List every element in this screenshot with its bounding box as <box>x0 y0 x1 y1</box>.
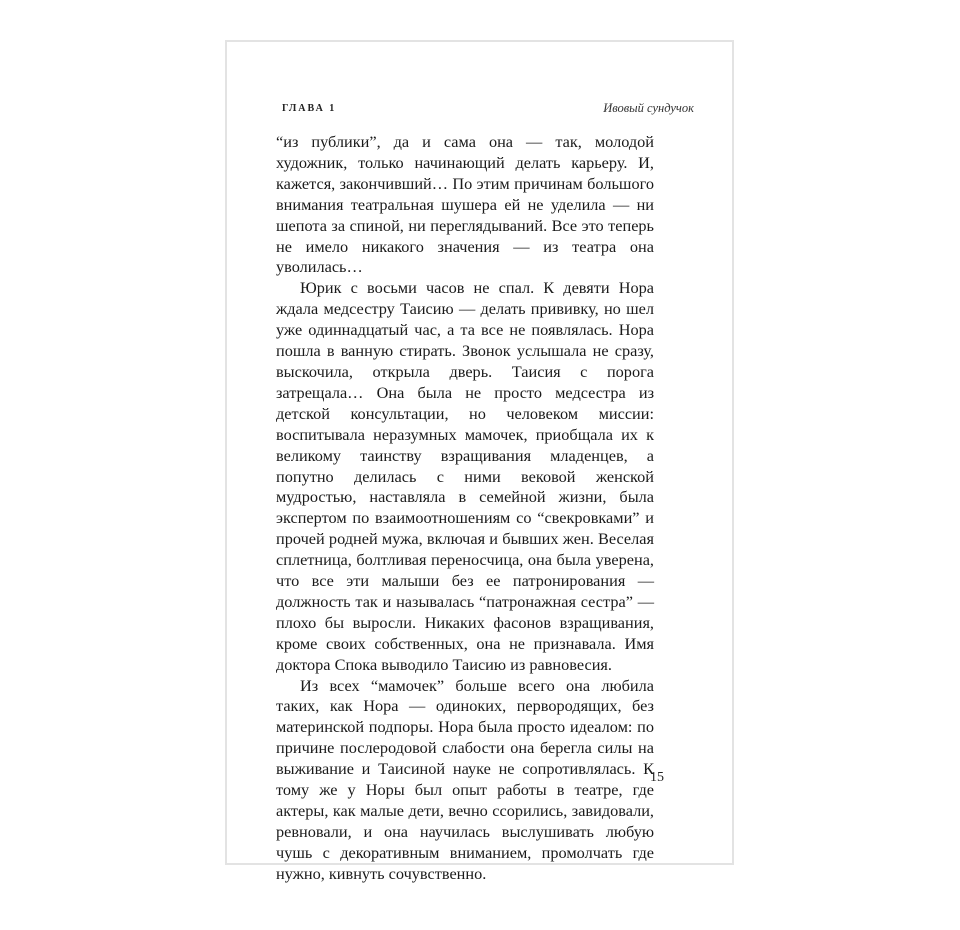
chapter-label: ГЛАВА 1 <box>282 103 337 114</box>
paragraph: Из всех “мамочек” больше всего она любила таких, как Нора — одиноких, первородящих, без материнской подпоры. Нора была просто идеалом: по причине послеродовой слабости она берегла силы на выживание и Таисиной науке не сопротивлялась. К тому же у Норы был опыт работы в театре, где актеры, как малые дети, вечно ссорились, завидовали, ревновали, и она научилась выслушивать любую чушь с декоративным вниманием, промолчать где нужно, кивнуть сочувственно. <box>276 675 654 883</box>
body-text <box>276 132 654 885</box>
running-head <box>282 101 694 121</box>
paragraph: “из публики”, да и сама она — так, молодой художник, только начинающий делать карьеру. И, кажется, закончивший… По этим причинам большого внимания театральная шушера ей не уделила — ни шепота за спиной, ни переглядываний. Все это теперь не имело никакого значения — из театра она уволилась… <box>276 132 654 277</box>
paragraph: Юрик с восьми часов не спал. К девяти Нора ждала медсестру Таисию — делать прививку, но шел уже одиннадцатый час, а та все не появлялась. Нора пошла в ванную стирать. Звонок услышала не сразу, выскочила, открыла дверь. Таисия с порога затрещала… Она была не просто медсестра из детской консультации, но человеком миссии: воспитывала неразумных мамочек, приобщала их к великому таинству взращивания младенцев, а попутно делилась с ними вековой женской мудростью, наставляла в семейной жизни, была экспертом по взаимоотношениям со “свекровками” и прочей родней мужа, включая и бывших жен. Веселая сплетница, болтливая переносчица, она была уверена, что все эти малыши без ее патронирования — должность так и называлась “патронажная сестра” — плохо бы выросли. Никаких фасонов взращивания, кроме своих собственных, она не признавала. Имя доктора Спока выводило Таисию из равновесия. <box>276 278 654 674</box>
book-title: Ивовый сундучок <box>603 101 694 115</box>
book-page <box>225 40 734 883</box>
page-number: 15 <box>650 770 664 785</box>
